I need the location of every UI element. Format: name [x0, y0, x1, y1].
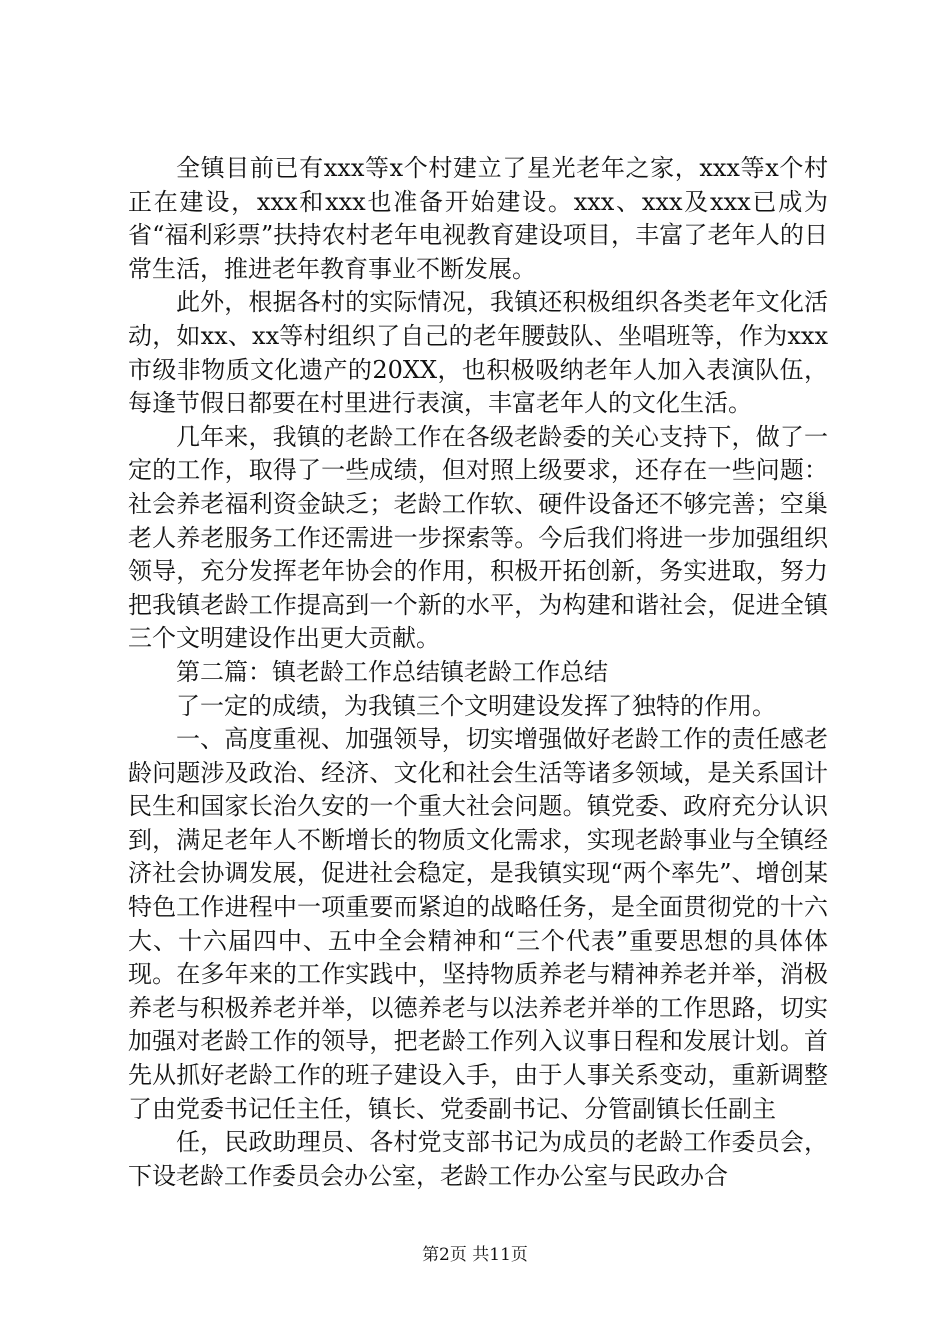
paragraph-star-elderly-homes: 全镇目前已有xxx等x个村建立了星光老年之家，xxx等x个村正在建设，xxx和xxx也准备开始建设。xxx、xxx及xxx已成为省“福利彩票”扶持农村老年电视教育建设项目，丰富了老年人的日常生活，推进老年教育事业不断发展。 [128, 154, 828, 283]
paragraph-committee: 任，民政助理员、各村党支部书记为成员的老龄工作委员会，下设老龄工作委员会办公室，老龄工作办公室与民政办合 [128, 1128, 828, 1190]
paragraph-results-summary: 了一定的成绩，为我镇三个文明建设发挥了独特的作用。 [176, 691, 776, 720]
paragraph-cultural-activities: 此外，根据各村的实际情况，我镇还积极组织各类老年文化活动，如xx、xx等村组织了自己的老年腰鼓队、坐唱班等，作为xxx市级非物质文化遗产的20XX，也积极吸纳老年人加入表演队伍，每逢节假日都要在村里进行表演，丰富老年人的文化生活。 [128, 288, 828, 418]
paragraph-leadership: 一、高度重视、加强领导，切实增强做好老龄工作的责任感老龄问题涉及政治、经济、文化和社会生活等诸多领域，是关系国计民生和国家长治久安的一个重大社会问题。镇党委、政府充分认识到，满足老年人不断增长的物质文化需求，实现老龄事业与全镇经济社会协调发展，促进社会稳定，是我镇实现“两个率先”、增创某特色工作进程中一项重要而紧迫的战略任务，是全面贯彻党的十六大、十六届四中、五中全会精神和“三个代表”重要思想的具体体现。在多年来的工作实践中，坚持物质养老与精神养老并举，消极养老与积极养老并举，以德养老与以法养老并举的工作思路，切实加强对老龄工作的领导，把老龄工作列入议事日程和发展计划。首先从抓好老龄工作的班子建设入手，由于人事关系变动，重新调整了由党委书记任主任，镇长、党委副书记、分管副镇长任副主 [128, 725, 828, 1123]
section-heading-part-two: 第二篇：镇老龄工作总结镇老龄工作总结 [176, 657, 608, 686]
page-number-footer: 第2页 共11页 [422, 1245, 528, 1265]
paragraph-achievements-problems: 几年来，我镇的老龄工作在各级老龄委的关心支持下，做了一定的工作，取得了一些成绩，但对照上级要求，还存在一些问题：社会养老福利资金缺乏；老龄工作软、硬件设备还不够完善；空巢老人养老服务工作还需进一步探索等。今后我们将进一步加强组织领导，充分发挥老年协会的作用，积极开拓创新，务实进取，努力把我镇老龄工作提高到一个新的水平，为构建和谐社会，促进全镇三个文明建设作出更大贡献。 [128, 422, 828, 653]
document-body [128, 152, 828, 1193]
